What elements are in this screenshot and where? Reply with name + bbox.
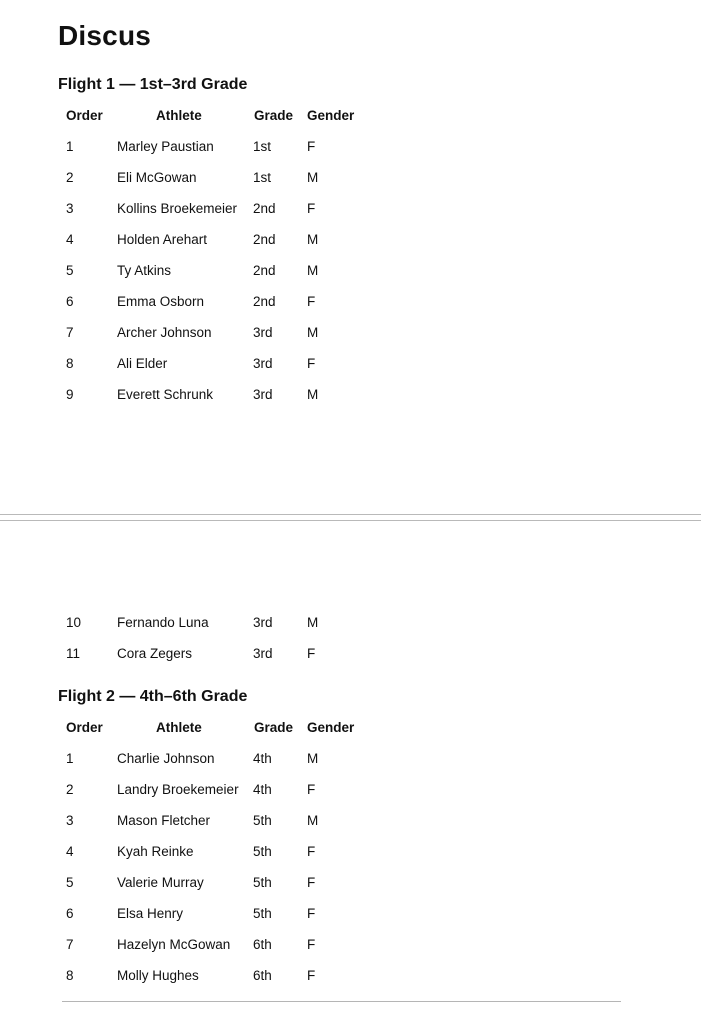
order-cell: 5 [66, 875, 74, 890]
athlete-cell: Kollins Broekemeier [117, 201, 238, 216]
table-row [58, 743, 378, 774]
gender-cell: F [307, 968, 316, 983]
grade-cell: 2nd [253, 201, 276, 216]
grade-cell: 5th [253, 844, 272, 859]
gender-cell: F [307, 294, 316, 309]
gender-cell: F [307, 844, 316, 859]
table-row [58, 867, 378, 898]
order-cell: 1 [66, 139, 74, 154]
gender-cell: M [307, 170, 319, 185]
grade-cell: 3rd [253, 387, 273, 402]
order-cell: 1 [66, 751, 74, 766]
athlete-cell: Archer Johnson [117, 325, 212, 340]
table-row [58, 607, 378, 638]
order-cell: 4 [66, 844, 74, 859]
order-cell: 7 [66, 937, 74, 952]
page-2 [0, 522, 701, 1024]
table-header [58, 712, 378, 743]
gender-cell: F [307, 139, 316, 154]
grade-cell: 5th [253, 906, 272, 921]
grade-cell: 3rd [253, 356, 273, 371]
athlete-cell: Mason Fletcher [117, 813, 211, 828]
table-row [58, 348, 378, 379]
grade-cell: 4th [253, 751, 272, 766]
gender-cell: F [307, 356, 316, 371]
gender-cell: F [307, 937, 316, 952]
table-row [58, 898, 378, 929]
header-order: Order [66, 108, 103, 123]
header-order: Order [66, 720, 103, 735]
table-row [58, 805, 378, 836]
athlete-cell: Cora Zegers [117, 646, 193, 661]
table-row [58, 193, 378, 224]
athlete-cell: Charlie Johnson [117, 751, 215, 766]
flight-1-table-continued [58, 607, 378, 669]
gender-cell: F [307, 782, 316, 797]
grade-cell: 3rd [253, 325, 273, 340]
table-row [58, 286, 378, 317]
table-row [58, 774, 378, 805]
order-cell: 9 [66, 387, 74, 402]
table-row [58, 638, 378, 669]
athlete-cell: Landry Broekemeier [117, 782, 239, 797]
order-cell: 2 [66, 170, 74, 185]
grade-cell: 2nd [253, 263, 276, 278]
table-row [58, 379, 378, 410]
grade-cell: 6th [253, 937, 272, 952]
athlete-cell: Holden Arehart [117, 232, 208, 247]
athlete-cell: Hazelyn McGowan [117, 937, 231, 952]
gender-cell: M [307, 751, 319, 766]
table-row [58, 162, 378, 193]
page-break [0, 512, 701, 522]
gender-cell: M [307, 232, 319, 247]
order-cell: 3 [66, 201, 74, 216]
order-cell: 5 [66, 263, 74, 278]
order-cell: 11 [66, 646, 81, 661]
table-row [58, 317, 378, 348]
order-cell: 8 [66, 968, 74, 983]
order-cell: 10 [66, 615, 82, 630]
order-cell: 6 [66, 294, 74, 309]
grade-cell: 3rd [253, 646, 273, 661]
athlete-cell: Fernando Luna [117, 615, 209, 630]
header-grade: Grade [254, 108, 294, 123]
order-cell: 7 [66, 325, 74, 340]
page-break-line [0, 520, 701, 521]
table-row [58, 131, 378, 162]
table-row [58, 224, 378, 255]
athlete-cell: Ali Elder [117, 356, 168, 371]
athlete-cell: Everett Schrunk [117, 387, 214, 402]
order-cell: 6 [66, 906, 74, 921]
table-row [58, 929, 378, 960]
grade-cell: 4th [253, 782, 272, 797]
table-row [58, 836, 378, 867]
gender-cell: F [307, 875, 316, 890]
athlete-cell: Kyah Reinke [117, 844, 194, 859]
page-break-line [0, 514, 701, 515]
order-cell: 4 [66, 232, 74, 247]
gender-cell: F [307, 646, 316, 661]
gender-cell: M [307, 813, 319, 828]
grade-cell: 1st [253, 139, 272, 154]
athlete-cell: Emma Osborn [117, 294, 205, 309]
grade-cell: 2nd [253, 294, 276, 309]
header-athlete: Athlete [156, 720, 202, 735]
page-title: Discus [58, 20, 152, 51]
grade-cell: 5th [253, 875, 272, 890]
order-cell: 8 [66, 356, 74, 371]
gender-cell: F [307, 906, 316, 921]
bottom-divider [62, 1001, 621, 1002]
table-row [58, 255, 378, 286]
order-cell: 2 [66, 782, 74, 797]
grade-cell: 6th [253, 968, 272, 983]
athlete-cell: Eli McGowan [117, 170, 197, 185]
athlete-cell: Ty Atkins [117, 263, 172, 278]
athlete-cell: Valerie Murray [117, 875, 204, 890]
order-cell: 3 [66, 813, 74, 828]
table-header [58, 100, 378, 131]
gender-cell: M [307, 615, 319, 630]
header-athlete: Athlete [156, 108, 202, 123]
header-gender: Gender [307, 108, 355, 123]
table-row [58, 960, 378, 991]
gender-cell: M [307, 325, 319, 340]
flight-1-heading: Flight 1 — 1st–3rd Grade [58, 76, 248, 93]
gender-cell: F [307, 201, 316, 216]
athlete-cell: Molly Hughes [117, 968, 199, 983]
grade-cell: 5th [253, 813, 272, 828]
gender-cell: M [307, 263, 319, 278]
gender-cell: M [307, 387, 319, 402]
athlete-cell: Elsa Henry [117, 906, 184, 921]
header-grade: Grade [254, 720, 294, 735]
grade-cell: 1st [253, 170, 272, 185]
grade-cell: 2nd [253, 232, 276, 247]
grade-cell: 3rd [253, 615, 273, 630]
header-gender: Gender [307, 720, 355, 735]
athlete-cell: Marley Paustian [117, 139, 214, 154]
flight-2-table [58, 712, 378, 991]
flight-1-table [58, 100, 378, 410]
flight-2-heading: Flight 2 — 4th–6th Grade [58, 688, 248, 705]
